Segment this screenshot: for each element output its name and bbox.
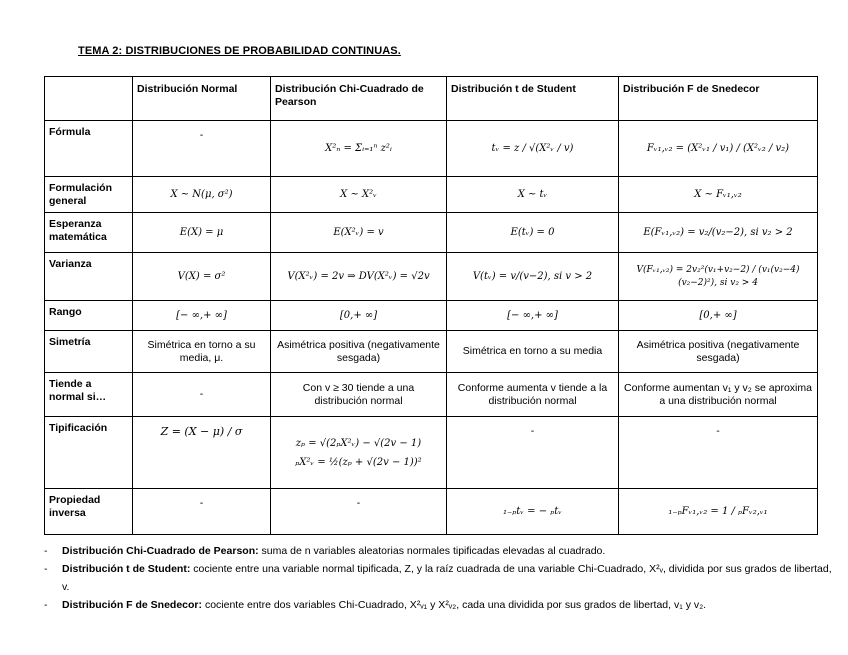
table-row (45, 121, 818, 177)
header-chi-cuadrado: Distribución Chi-Cuadrado de Pearson (271, 77, 447, 121)
table-cell: - (133, 121, 271, 177)
definitions-list (44, 542, 834, 614)
note-term: Distribución Chi-Cuadrado de Pearson: (62, 545, 259, 557)
table-cell: [− ∞,+ ∞] (447, 301, 619, 331)
table-cell: E(Fᵥ₁,ᵥ₂) = v₂/(v₂−2), si v₂ > 2 (619, 213, 818, 253)
table-cell: Conforme aumentan v₁ y v₂ se aproxima a una distribución normal (619, 373, 818, 417)
table-cell: X ~ Fᵥ₁,ᵥ₂ (619, 177, 818, 213)
row-label: Simetría (45, 331, 133, 373)
table-cell: Con v ≥ 30 tiende a una distribución normal (271, 373, 447, 417)
header-cell-empty (45, 77, 133, 121)
table-row (45, 489, 818, 535)
row-label: Tipificación (45, 417, 133, 489)
table-cell: Asimétrica positiva (negativamente sesgada) (271, 331, 447, 373)
row-label: Formulación general (45, 177, 133, 213)
tipificacion-chi-line-1: zₚ = √(2ₚX²ᵥ) − √(2v − 1) (295, 437, 422, 449)
table-cell: X ~ tᵥ (447, 177, 619, 213)
table-cell: [0,+ ∞] (271, 301, 447, 331)
table-cell: tᵥ = z / √(X²ᵥ / v) (447, 121, 619, 177)
table-cell: X²ₙ = Σᵢ₌₁ⁿ z²ᵢ (271, 121, 447, 177)
note-term: Distribución t de Student: (62, 563, 191, 575)
header-t-student: Distribución t de Student (447, 77, 619, 121)
table-cell: [0,+ ∞] (619, 301, 818, 331)
table-row (45, 253, 818, 301)
table-row (45, 213, 818, 253)
table-row (45, 417, 818, 489)
table-cell: X ~ X²ᵥ (271, 177, 447, 213)
table-row (45, 301, 818, 331)
note-term: Distribución F de Snedecor: (62, 599, 203, 611)
table-cell: Z = (X − μ) / σ (133, 417, 271, 489)
table-cell: E(X²ᵥ) = v (271, 213, 447, 253)
list-item (44, 542, 834, 560)
table-row (45, 177, 818, 213)
list-item (44, 560, 834, 596)
note-text: cociente entre una variable normal tipificada, Z, y la raíz cuadrada de una variable Chi-Cuadrado, X²ᵥ, dividida por sus grados de libertad, v. (62, 563, 832, 593)
tipificacion-chi-line-2: ₚX²ᵥ = ½(zₚ + √(2v − 1))² (295, 456, 422, 468)
row-label: Propiedad inversa (45, 489, 133, 535)
header-f-snedecor: Distribución F de Snedecor (619, 77, 818, 121)
table-cell: E(tᵥ) = 0 (447, 213, 619, 253)
table-cell: V(Fᵥ₁,ᵥ₂) = 2v₂²(v₁+v₂−2) / (v₁(v₂−4)(v₂−2)²), si v₂ > 4 (619, 253, 818, 301)
table-cell: V(tᵥ) = v/(v−2), si v > 2 (447, 253, 619, 301)
row-label: Esperanza matemática (45, 213, 133, 253)
list-item (44, 596, 834, 614)
table-cell: E(X) = μ (133, 213, 271, 253)
table-cell: ₁₋ₚtᵥ = − ₚtᵥ (447, 489, 619, 535)
table-cell: - (447, 417, 619, 489)
table-cell: V(X²ᵥ) = 2v ⇒ DV(X²ᵥ) = √2v (271, 253, 447, 301)
table-cell: - (271, 489, 447, 535)
table-cell: Conforme aumenta v tiende a la distribución normal (447, 373, 619, 417)
row-label: Tiende a normal si… (45, 373, 133, 417)
table-cell: Simétrica en torno a su media (447, 331, 619, 373)
table-row (45, 373, 818, 417)
note-text: cociente entre dos variables Chi-Cuadrado, X²ᵥ₁ y X²ᵥ₂, cada una dividida por sus grados de libertad, v₁ y v₂. (202, 599, 707, 611)
table-cell: V(X) = σ² (133, 253, 271, 301)
table-row (45, 331, 818, 373)
bullet-dash: - (44, 563, 48, 575)
header-normal: Distribución Normal (133, 77, 271, 121)
table-cell: [− ∞,+ ∞] (133, 301, 271, 331)
table-cell: X ~ N(μ, σ²) (133, 177, 271, 213)
note-text: suma de n variables aleatorias normales tipificadas elevadas al cuadrado. (258, 545, 606, 557)
table-cell: Simétrica en torno a su media, μ. (133, 331, 271, 373)
table-cell: ₁₋ₚFᵥ₁,ᵥ₂ = 1 / ₚFᵥ₂,ᵥ₁ (619, 489, 818, 535)
row-label: Rango (45, 301, 133, 331)
table-cell: Asimétrica positiva (negativamente sesgada) (619, 331, 818, 373)
table-cell: - (133, 373, 271, 417)
row-label: Varianza (45, 253, 133, 301)
bullet-dash: - (44, 545, 48, 557)
table-cell: - (133, 489, 271, 535)
table-cell (271, 417, 447, 489)
page-title: TEMA 2: DISTRIBUCIONES DE PROBABILIDAD CONTINUAS. (78, 45, 401, 57)
table-cell: Fᵥ₁,ᵥ₂ = (X²ᵥ₁ / v₁) / (X²ᵥ₂ / v₂) (619, 121, 818, 177)
distributions-table (44, 76, 818, 535)
row-label: Fórmula (45, 121, 133, 177)
bullet-dash: - (44, 599, 48, 611)
table-header-row (45, 77, 818, 121)
table-cell: - (619, 417, 818, 489)
